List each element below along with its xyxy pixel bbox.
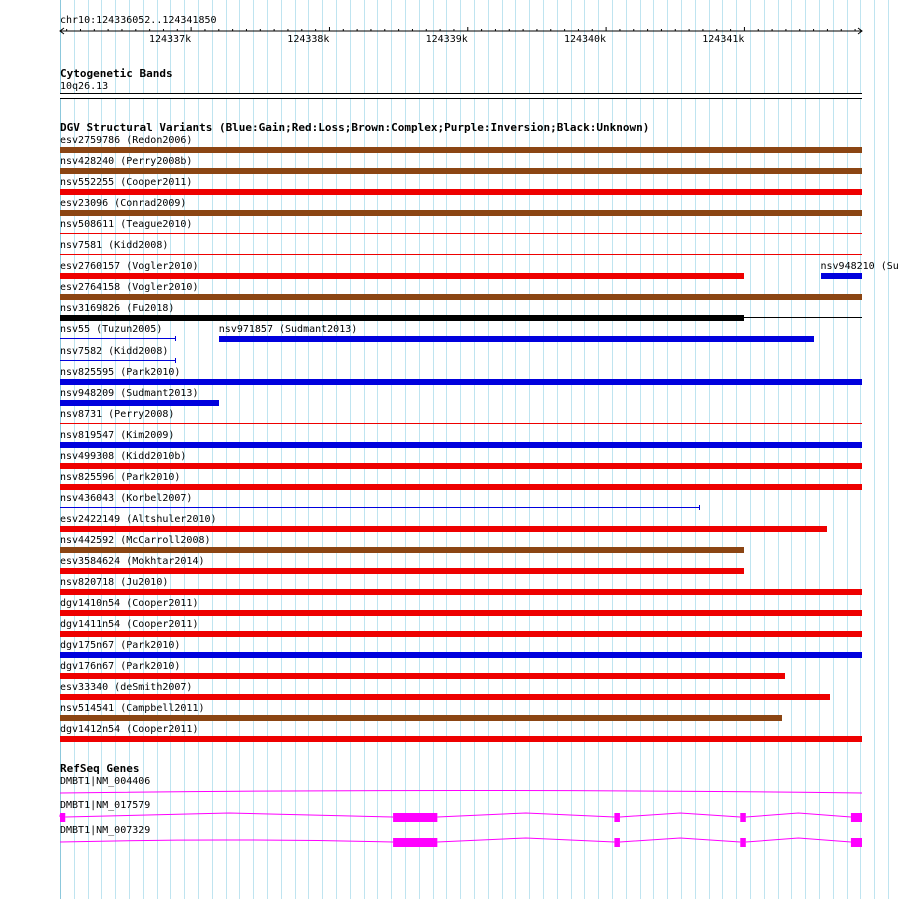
variant-bar[interactable] [60,715,782,721]
gene-exon [614,838,620,847]
variant-bar[interactable] [60,736,862,742]
refseq-track-title: RefSeq Genes [60,762,140,775]
variant-bar[interactable] [60,673,785,679]
cytoband-track-title: Cytogenetic Bands [60,67,173,80]
dgv-track-title: DGV Structural Variants (Blue:Gain;Red:Loss;Brown:Complex;Purple:Inversion;Black:Unknown) [60,121,650,134]
variant-label[interactable]: nsv825596 (Park2010) [60,471,181,483]
ruler-tick-label: 124341k [702,34,745,45]
gene-exon [740,838,746,847]
variant-line[interactable] [60,338,176,339]
variant-bar[interactable] [60,315,744,321]
gene-exon [740,813,746,822]
variant-end-tick [699,505,700,510]
ruler-tick-label: 124337k [148,34,192,45]
variant-label[interactable]: esv2759786 (Redon2006) [60,135,193,146]
variant-bar[interactable] [60,442,862,448]
ruler-tick-label: 124340k [563,34,607,45]
variant-label[interactable]: nsv499308 (Kidd2010b) [60,450,187,462]
variant-bar[interactable] [60,273,744,279]
gene-intron-line [60,791,862,794]
variant-bar[interactable] [60,379,862,385]
variant-end-tick [175,358,176,363]
gene-exon [60,813,65,822]
variant-label[interactable]: dgv1411n54 (Cooper2011) [60,619,199,631]
variant-bar[interactable] [219,336,814,342]
variant-label[interactable]: nsv55 (Tuzun2005) [60,324,163,336]
gene-label[interactable]: DMBT1|NM_017579 [60,800,151,811]
variant-label[interactable]: dgv1412n54 (Cooper2011) [60,724,199,736]
gene-label[interactable]: DMBT1|NM_004406 [60,776,151,787]
variant-label[interactable]: nsv436043 (Korbel2007) [60,492,193,504]
variant-line[interactable] [60,507,700,508]
variant-label[interactable]: dgv1410n54 (Cooper2011) [60,598,199,610]
variant-label[interactable]: nsv7581 (Kidd2008) [60,240,169,252]
cytoband-ideogram[interactable] [60,93,862,99]
variant-bar[interactable] [60,568,744,574]
variant-label[interactable]: nsv825595 (Park2010) [60,366,181,378]
variant-tail-line [744,317,862,318]
gene-model[interactable] [0,810,890,824]
variant-bar[interactable] [60,631,862,637]
variant-label[interactable]: nsv552255 (Cooper2011) [60,177,193,189]
variant-label[interactable]: nsv948209 (Sudmant2013) [60,387,199,399]
variant-label[interactable]: nsv948210 (Su [820,261,899,273]
variant-label[interactable]: dgv175n67 (Park2010) [60,640,181,652]
gene-exon [851,813,862,822]
variant-line[interactable] [60,254,862,255]
variant-bar[interactable] [60,189,862,195]
gene-model[interactable] [0,835,890,849]
variant-bar[interactable] [60,400,219,406]
gene-exon [393,813,437,822]
gene-exon [614,813,620,822]
variant-end-tick [175,336,176,341]
variant-label[interactable]: esv2760157 (Vogler2010) [60,261,199,273]
variant-label[interactable]: nsv971857 (Sudmant2013) [218,324,358,336]
gene-exon [851,838,862,847]
variant-label[interactable]: esv23096 (Conrad2009) [60,198,187,210]
variant-bar[interactable] [60,147,862,153]
variant-bar[interactable] [821,273,862,279]
ruler-tick-label: 124338k [287,34,330,45]
gene-intron-line [60,838,851,842]
cytoband-label: 10q26.13 [60,81,109,92]
variant-bar[interactable] [60,694,830,700]
variant-bar[interactable] [60,210,862,216]
variant-bar[interactable] [60,589,862,595]
ruler-range-label: chr10:124336052..124341850 [60,15,217,26]
variant-bar[interactable] [60,168,862,174]
variant-label[interactable]: nsv7582 (Kidd2008) [60,345,169,357]
variant-bar[interactable] [60,610,862,616]
variant-label[interactable]: esv2764158 (Vogler2010) [60,282,199,294]
variant-bar[interactable] [60,463,862,469]
variant-label[interactable]: nsv508611 (Teague2010) [60,219,193,231]
variant-bar[interactable] [60,547,744,553]
variant-bar[interactable] [60,484,862,490]
variant-bar[interactable] [60,652,862,658]
variant-label[interactable]: esv33340 (deSmith2007) [60,682,193,694]
variant-line[interactable] [60,360,176,361]
gene-exon [393,838,437,847]
variant-bar[interactable] [60,294,862,300]
gene-label[interactable]: DMBT1|NM_007329 [60,825,151,836]
variant-label[interactable]: esv2422149 (Altshuler2010) [60,513,217,525]
variant-label[interactable]: esv3584624 (Mokhtar2014) [60,556,205,567]
variant-label[interactable]: nsv8731 (Perry2008) [60,408,175,420]
gene-intron-line [60,813,851,817]
variant-label[interactable]: nsv428240 (Perry2008b) [60,156,193,168]
variant-label[interactable]: dgv176n67 (Park2010) [60,661,181,673]
gene-model[interactable] [0,786,890,800]
variant-bar[interactable] [60,526,827,532]
variant-label[interactable]: nsv442592 (McCarroll2008) [60,534,211,546]
ruler-tick-label: 124339k [425,34,468,45]
variant-label[interactable]: nsv3169826 (Fu2018) [60,303,175,315]
variant-label[interactable]: nsv819547 (Kim2009) [60,429,175,441]
variant-line[interactable] [60,423,862,424]
variant-label[interactable]: nsv514541 (Campbell2011) [60,703,205,715]
variant-label[interactable]: nsv820718 (Ju2010) [60,577,169,589]
variant-line[interactable] [60,233,862,234]
